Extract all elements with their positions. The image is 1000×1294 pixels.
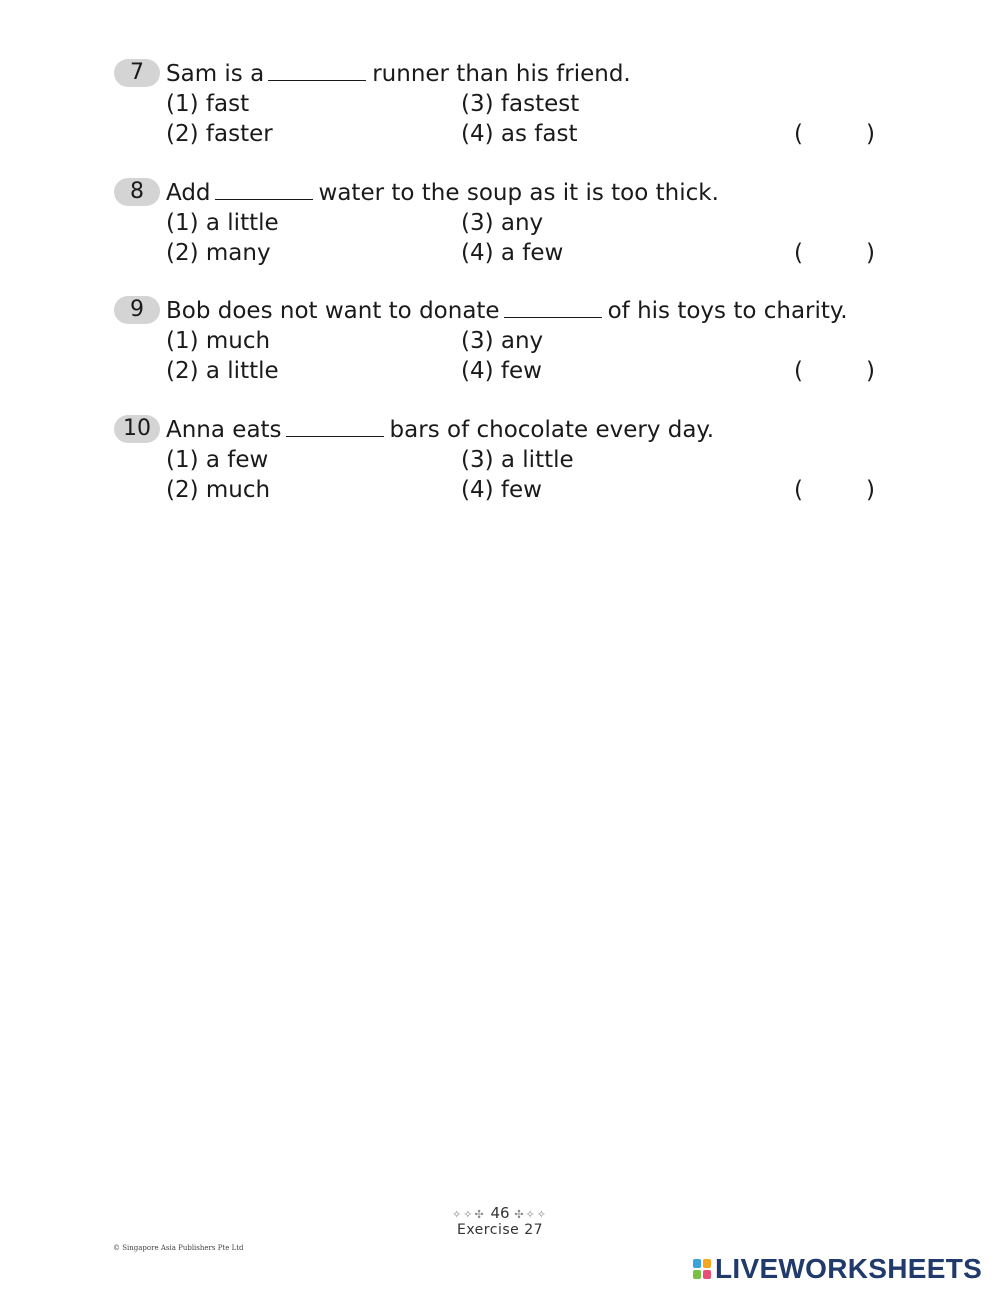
answer-blank [215, 179, 313, 200]
logo-square [693, 1259, 701, 1268]
logo-square [703, 1259, 711, 1268]
answer-bracket-open: ( [794, 240, 803, 266]
option-4: (4) as fast [461, 121, 578, 147]
decorative-diamonds-icon: ✣✧✧ [514, 1208, 548, 1221]
answer-blank [268, 60, 366, 81]
question-stem [166, 296, 848, 326]
option-2: (2) a little [166, 358, 279, 384]
option-3: (3) fastest [461, 91, 580, 117]
answer-blank [286, 416, 384, 437]
stem-before: Anna eats [166, 417, 282, 443]
stem-after: bars of chocolate every day. [389, 417, 715, 443]
stem-after: water to the soup as it is too thick. [318, 180, 719, 206]
option-3: (3) any [461, 328, 544, 354]
option-4: (4) few [461, 358, 542, 384]
answer-bracket-close: ) [866, 121, 875, 147]
question-number-badge: 9 [114, 296, 160, 324]
page-number [0, 1204, 1000, 1222]
option-1: (1) a little [166, 210, 279, 236]
exercise-label: Exercise 27 [456, 1222, 544, 1238]
answer-bracket-open: ( [794, 121, 803, 147]
copyright-notice: © Singapore Asia Publishers Pte Ltd [113, 1244, 244, 1252]
question-8 [114, 178, 894, 268]
question-9 [114, 296, 894, 386]
option-4: (4) a few [461, 240, 564, 266]
answer-blank [504, 297, 602, 318]
option-2: (2) much [166, 477, 271, 503]
answer-bracket-open: ( [794, 358, 803, 384]
answer-bracket-close: ) [866, 358, 875, 384]
logo-square [693, 1270, 701, 1279]
stem-before: Add [166, 180, 211, 206]
option-3: (3) any [461, 210, 544, 236]
question-number-badge: 10 [114, 415, 160, 443]
question-7 [114, 59, 894, 149]
question-10 [114, 415, 894, 505]
stem-after: of his toys to charity. [607, 298, 848, 324]
option-3: (3) a little [461, 447, 574, 473]
decorative-diamonds-icon: ✧✧✣ [452, 1208, 486, 1221]
liveworksheets-logo[interactable] [692, 1254, 982, 1284]
stem-after: runner than his friend. [372, 61, 631, 87]
stem-before: Sam is a [166, 61, 265, 87]
stem-before: Bob does not want to donate [166, 298, 500, 324]
answer-bracket-close: ) [866, 240, 875, 266]
option-1: (1) fast [166, 91, 250, 117]
option-4: (4) few [461, 477, 542, 503]
answer-bracket-open: ( [794, 477, 803, 503]
question-stem [166, 59, 631, 89]
option-2: (2) faster [166, 121, 273, 147]
logo-text: LIVEWORKSHEETS [715, 1253, 983, 1284]
option-2: (2) many [166, 240, 271, 266]
option-1: (1) much [166, 328, 271, 354]
question-number-badge: 7 [114, 59, 160, 87]
logo-square [703, 1270, 711, 1279]
question-stem [166, 415, 714, 445]
liveworksheets-mark-icon [692, 1258, 712, 1280]
option-1: (1) a few [166, 447, 269, 473]
page-number-value: 46 [490, 1204, 510, 1222]
answer-bracket-close: ) [866, 477, 875, 503]
question-stem [166, 178, 719, 208]
question-number-badge: 8 [114, 178, 160, 206]
